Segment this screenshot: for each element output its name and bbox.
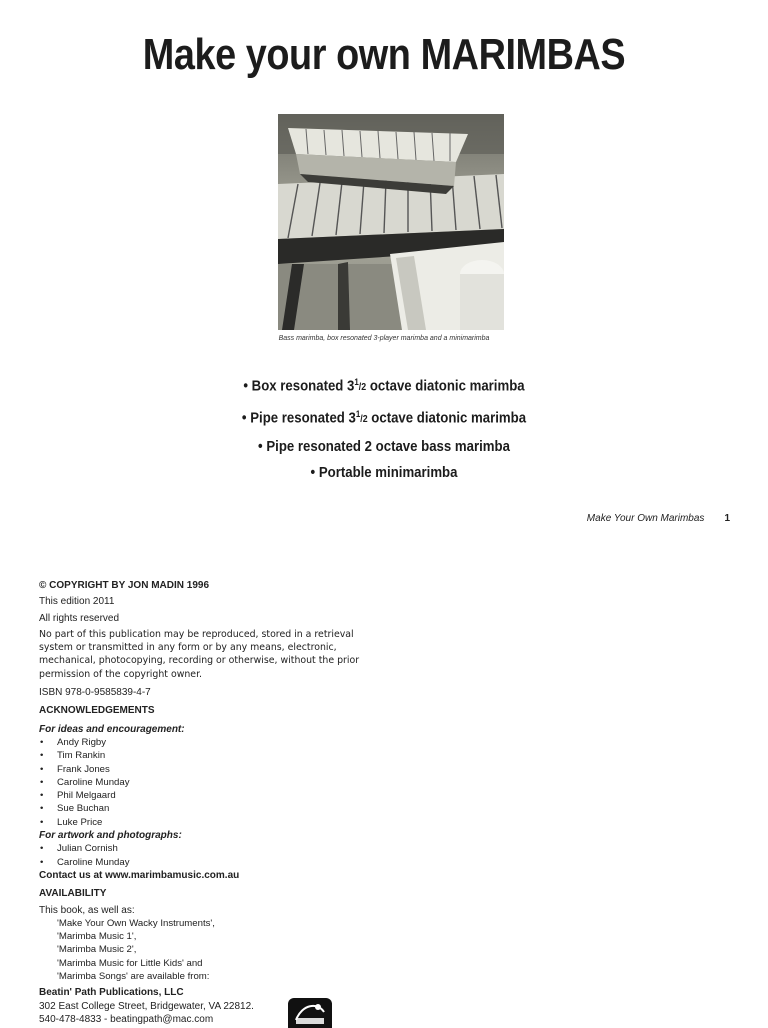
list-item: 'Marimba Songs' are available from: xyxy=(57,971,210,983)
feature-text-rest: octave diatonic marimba xyxy=(367,409,527,427)
list-item: • Caroline Munday xyxy=(39,776,369,789)
fraction-denominator: /2 xyxy=(360,414,368,426)
feature-item xyxy=(46,402,722,434)
feature-item xyxy=(46,460,722,487)
marimbas-photo-graphic xyxy=(278,114,504,330)
rights-text: All rights reserved xyxy=(39,612,120,624)
feature-text: Portable minimarimba xyxy=(318,464,458,482)
publisher-address: 302 East College Street, Bridgewater, VA 22812. xyxy=(39,1000,254,1012)
marimbas-photo xyxy=(278,114,504,330)
list-item: 'Marimba Music 2', xyxy=(57,944,137,956)
page-title: Make your own MARIMBAS xyxy=(142,30,626,79)
list-item: • Tim Rankin xyxy=(39,749,369,762)
feature-list xyxy=(0,370,768,487)
acknowledgements-heading: ACKNOWLEDGEMENTS xyxy=(39,705,155,717)
list-item: 'Make Your Own Wacky Instruments', xyxy=(57,917,215,929)
feature-text-rest: octave diatonic marimba xyxy=(366,377,525,395)
feature-bullet: • xyxy=(258,437,263,455)
copyright-heading: © COPYRIGHT BY JON MADIN 1996 xyxy=(39,580,209,591)
list-item: • Luke Price xyxy=(39,816,369,829)
feature-text: Pipe resonated 3 xyxy=(250,409,356,427)
feature-item xyxy=(46,434,722,461)
isbn-text: ISBN 978-0-9585839-4-7 xyxy=(39,687,151,699)
list-item: • Andy Rigby xyxy=(39,736,369,749)
copyright-notice: No part of this publication may be reproduced, stored in a retrieval system or transmitted in any form or by any means, electronic, mechanical, photocopying, recording or otherwise, without the prior permission of the copyright owner. xyxy=(39,628,360,680)
fraction-numerator: 1 xyxy=(355,408,361,419)
list-item: • Sue Buchan xyxy=(39,802,369,815)
list-item: • Caroline Munday xyxy=(39,856,369,869)
feature-bullet: • xyxy=(310,464,316,482)
fraction-numerator: 1 xyxy=(354,377,359,387)
feature-text: Pipe resonated 2 octave bass marimba xyxy=(266,437,510,455)
artwork-heading: For artwork and photographs: xyxy=(39,830,182,842)
page-number: 1 xyxy=(724,513,730,524)
copyright-block xyxy=(39,579,369,1026)
footer-book-title: Make Your Own Marimbas xyxy=(586,513,705,524)
list-item: 'Marimba Music 1', xyxy=(57,931,137,943)
publisher-contact: 540-478-4833 - beatingpath@mac.com xyxy=(39,1013,214,1025)
availability-heading: AVAILABILITY xyxy=(39,888,107,900)
list-item: 'Marimba Music for Little Kids' and xyxy=(57,957,203,969)
feature-item xyxy=(46,370,722,402)
edition-text: This edition 2011 xyxy=(39,596,115,608)
list-item: • Frank Jones xyxy=(39,763,369,776)
page-footer xyxy=(587,513,730,524)
contact-text: Contact us at www.marimbamusic.com.au xyxy=(39,869,240,881)
ideas-heading: For ideas and encouragement: xyxy=(39,723,185,735)
list-item: • Julian Cornish xyxy=(39,842,369,855)
artwork-list xyxy=(39,842,369,869)
feature-bullet: • xyxy=(243,377,249,395)
list-item: • Phil Melgaard xyxy=(39,789,369,802)
availability-intro: This book, as well as: xyxy=(39,904,135,916)
ideas-list xyxy=(39,736,369,829)
feature-text: Box resonated 3 xyxy=(251,377,355,395)
feature-bullet: • xyxy=(241,409,247,427)
photo-caption: Bass marimba, box resonated 3-player marimba and a minimarimba xyxy=(278,335,490,342)
publisher-name: Beatin' Path Publications, LLC xyxy=(39,987,184,999)
fraction-denominator: /2 xyxy=(358,382,367,394)
